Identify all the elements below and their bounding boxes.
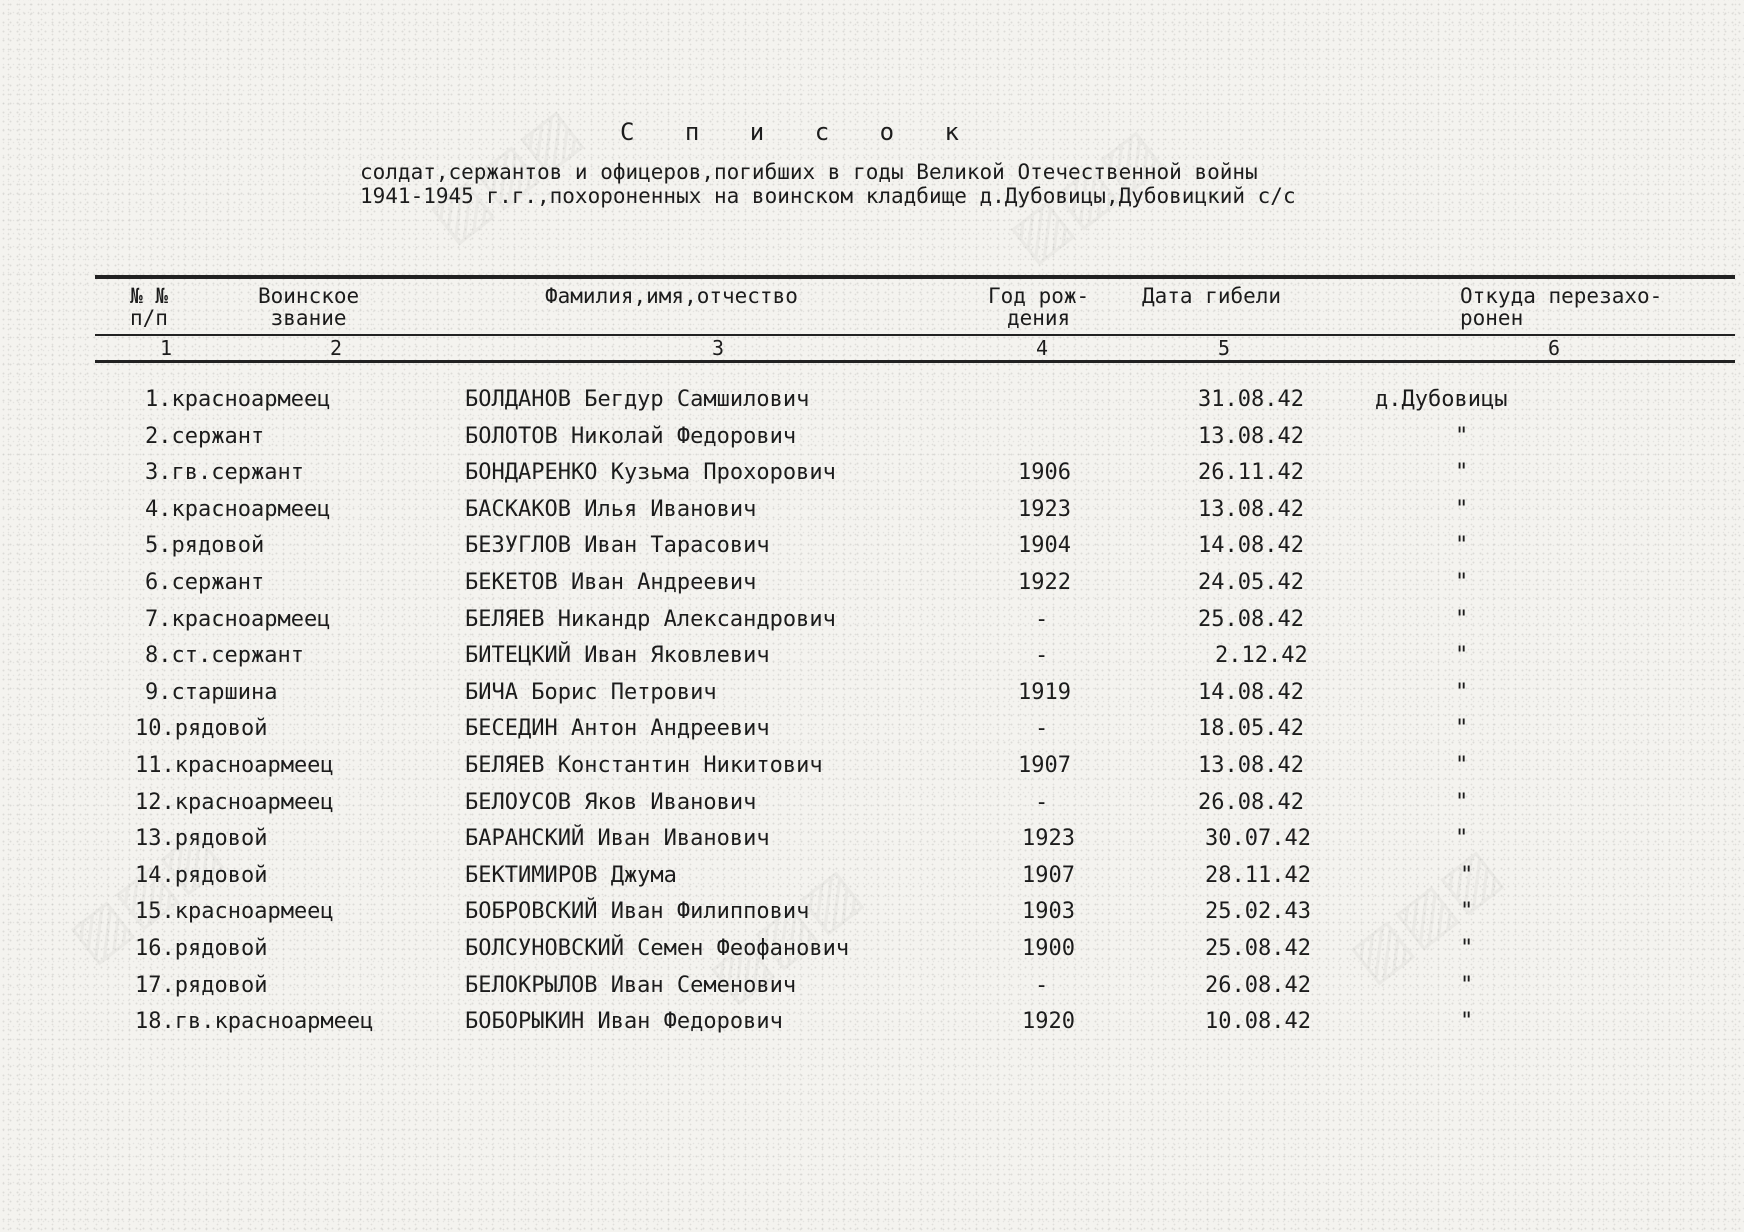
birth-year-cell: - xyxy=(1035,789,1049,815)
header-rank: Воинское звание xyxy=(258,284,360,330)
name-cell: БЕЛЯЕВ Константин Никитович xyxy=(465,752,823,778)
table-row xyxy=(0,419,1744,456)
birth-year-cell: 1900 xyxy=(1022,935,1075,961)
table-row xyxy=(0,602,1744,639)
rank-cell: 5.рядовой xyxy=(145,533,265,559)
table-row xyxy=(0,968,1744,1005)
birth-year-cell: 1906 xyxy=(1018,460,1071,486)
death-date-cell: 10.08.42 xyxy=(1205,1009,1311,1035)
table-row xyxy=(0,455,1744,492)
column-number: 1 xyxy=(160,336,173,360)
column-number: 2 xyxy=(330,336,343,360)
birth-year-cell: 1920 xyxy=(1022,1009,1075,1035)
rank-cell: 11.красноармеец xyxy=(135,752,334,778)
origin-cell: " xyxy=(1455,606,1469,632)
name-cell: БЕЛОКРЫЛОВ Иван Семенович xyxy=(465,972,797,998)
table-row xyxy=(0,894,1744,931)
origin-cell: " xyxy=(1460,862,1474,888)
origin-cell: " xyxy=(1455,569,1469,595)
name-cell: БЕКЕТОВ Иван Андреевич xyxy=(465,569,757,595)
subtitle-line-1: солдат,сержантов и офицеров,погибших в годы Великой Отечественной войны xyxy=(360,160,1258,184)
document-title: С п и с о к xyxy=(620,118,977,146)
origin-cell: д.Дубовицы xyxy=(1375,387,1508,412)
name-cell: БЕЛОУСОВ Яков Иванович xyxy=(465,789,757,815)
column-number: 5 xyxy=(1218,336,1231,360)
table-row xyxy=(0,748,1744,785)
table-row xyxy=(0,638,1744,675)
rank-cell: 13.рядовой xyxy=(135,826,268,852)
death-date-cell: 26.11.42 xyxy=(1198,460,1304,486)
origin-cell: " xyxy=(1455,752,1469,778)
name-cell: БОБРОВСКИЙ Иван Филиппович xyxy=(465,899,810,925)
rank-cell: 3.гв.сержант xyxy=(145,460,304,486)
column-number-rule xyxy=(95,360,1735,363)
rank-cell: 6.сержант xyxy=(145,569,265,595)
name-cell: БЕСЕДИН Антон Андреевич xyxy=(465,716,770,742)
death-date-cell: 14.08.42 xyxy=(1198,679,1304,705)
rank-cell: 2.сержант xyxy=(145,423,265,449)
table-row xyxy=(0,382,1744,419)
birth-year-cell: - xyxy=(1035,643,1049,669)
death-date-cell: 25.08.42 xyxy=(1198,606,1304,632)
table-row xyxy=(0,785,1744,822)
header-from: Откуда перезахо- ронен xyxy=(1460,284,1663,330)
document-subtitle xyxy=(360,160,1296,208)
name-cell: БОЛДАНОВ Бегдур Самшилович xyxy=(465,387,810,412)
birth-year-cell: 1923 xyxy=(1018,496,1071,522)
birth-year-cell: 1919 xyxy=(1018,679,1071,705)
table-row xyxy=(0,492,1744,529)
table-top-rule xyxy=(95,275,1735,279)
birth-year-cell: 1903 xyxy=(1022,899,1075,925)
name-cell: БАРАНСКИЙ Иван Иванович xyxy=(465,826,770,852)
name-cell: БОЛСУНОВСКИЙ Семен Феофанович xyxy=(465,935,850,961)
origin-cell: " xyxy=(1460,972,1474,998)
rank-cell: 9.старшина xyxy=(145,679,278,705)
birth-year-cell: 1904 xyxy=(1018,533,1071,559)
origin-cell: " xyxy=(1455,826,1469,852)
rank-cell: 14.рядовой xyxy=(135,862,268,888)
table-row xyxy=(0,675,1744,712)
death-date-cell: 14.08.42 xyxy=(1198,533,1304,559)
birth-year-cell: 1907 xyxy=(1018,752,1071,778)
death-date-cell: 25.02.43 xyxy=(1205,899,1311,925)
birth-year-cell: - xyxy=(1035,716,1049,742)
birth-year-cell: - xyxy=(1035,606,1049,632)
death-date-cell: 30.07.42 xyxy=(1205,826,1311,852)
name-cell: БОНДАРЕНКО Кузьма Прохорович xyxy=(465,460,836,486)
rank-cell: 1.красноармеец xyxy=(145,387,331,412)
death-date-cell: 2.12.42 xyxy=(1215,643,1308,669)
rank-cell: 18.гв.красноармеец xyxy=(135,1009,374,1035)
name-cell: БЕКТИМИРОВ Джума xyxy=(465,862,677,888)
death-date-cell: 24.05.42 xyxy=(1198,569,1304,595)
rank-cell: 15.красноармеец xyxy=(135,899,334,925)
rank-cell: 8.ст.сержант xyxy=(145,643,304,669)
name-cell: БЕЛЯЕВ Никандр Александрович xyxy=(465,606,836,632)
birth-year-cell: - xyxy=(1035,972,1049,998)
name-cell: БОБОРЫКИН Иван Федорович xyxy=(465,1009,783,1035)
table-row xyxy=(0,821,1744,858)
death-date-cell: 28.11.42 xyxy=(1205,862,1311,888)
name-cell: БАСКАКОВ Илья Иванович xyxy=(465,496,757,522)
rank-cell: 4.красноармеец xyxy=(145,496,331,522)
table-row xyxy=(0,931,1744,968)
origin-cell: " xyxy=(1460,935,1474,961)
origin-cell: " xyxy=(1460,1009,1474,1035)
column-number: 6 xyxy=(1548,336,1561,360)
name-cell: БОЛОТОВ Николай Федорович xyxy=(465,423,797,449)
origin-cell: " xyxy=(1455,496,1469,522)
name-cell: БЕЗУГЛОВ Иван Тарасович xyxy=(465,533,770,559)
header-year: Год рож- дения xyxy=(988,284,1090,330)
death-date-cell: 26.08.42 xyxy=(1198,789,1304,815)
origin-cell: " xyxy=(1460,899,1474,925)
rank-cell: 10.рядовой xyxy=(135,716,268,742)
table-row xyxy=(0,528,1744,565)
subtitle-line-2: 1941-1945 г.г.,похороненных на воинском кладбище д.Дубовицы,Дубовицкий с/с xyxy=(360,184,1296,208)
origin-cell: " xyxy=(1455,643,1469,669)
death-date-cell: 31.08.42 xyxy=(1198,387,1304,412)
death-date-cell: 25.08.42 xyxy=(1205,935,1311,961)
table-row xyxy=(0,858,1744,895)
origin-cell: " xyxy=(1455,679,1469,705)
birth-year-cell: 1907 xyxy=(1022,862,1075,888)
death-date-cell: 26.08.42 xyxy=(1205,972,1311,998)
death-date-cell: 18.05.42 xyxy=(1198,716,1304,742)
column-number: 3 xyxy=(712,336,725,360)
origin-cell: " xyxy=(1455,423,1469,449)
death-date-cell: 13.08.42 xyxy=(1198,423,1304,449)
header-date: Дата гибели xyxy=(1142,284,1282,308)
column-number: 4 xyxy=(1036,336,1049,360)
table-row xyxy=(0,1004,1744,1041)
rank-cell: 12.красноармеец xyxy=(135,789,334,815)
table-row xyxy=(0,711,1744,748)
table-row xyxy=(0,565,1744,602)
name-cell: БИЧА Борис Петрович xyxy=(465,679,717,705)
origin-cell: " xyxy=(1455,460,1469,486)
name-cell: БИТЕЦКИЙ Иван Яковлевич xyxy=(465,643,770,669)
rank-cell: 16.рядовой xyxy=(135,935,268,961)
rank-cell: 17.рядовой xyxy=(135,972,268,998)
header-num: № № п/п xyxy=(130,284,168,330)
burial-list xyxy=(0,382,1744,1041)
birth-year-cell: 1923 xyxy=(1022,826,1075,852)
origin-cell: " xyxy=(1455,789,1469,815)
origin-cell: " xyxy=(1455,533,1469,559)
death-date-cell: 13.08.42 xyxy=(1198,496,1304,522)
death-date-cell: 13.08.42 xyxy=(1198,752,1304,778)
origin-cell: " xyxy=(1455,716,1469,742)
rank-cell: 7.красноармеец xyxy=(145,606,331,632)
birth-year-cell: 1922 xyxy=(1018,569,1071,595)
header-name: Фамилия,имя,отчество xyxy=(545,284,798,308)
